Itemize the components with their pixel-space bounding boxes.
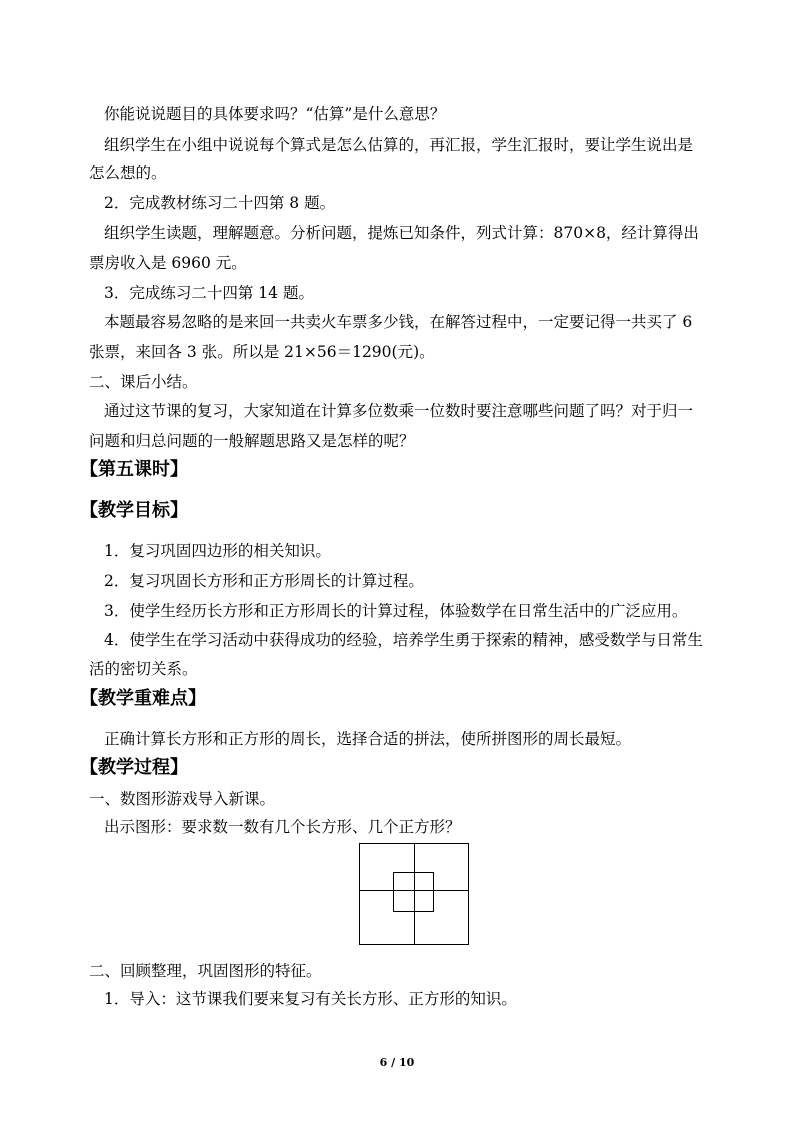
goals-heading: 【教学目标】 [80,500,188,521]
goal-item: 2．复习巩固长方形和正方形周长的计算过程。 [104,572,424,590]
section-heading: 二、回顾整理，巩固图形的特征。 [89,962,322,980]
section-heading: 二、课后小结。 [89,373,198,391]
page-number: 6 / 10 [379,1056,415,1069]
paragraph-line: 组织学生在小组中说说每个算式是怎么估算的，再汇报，学生汇报时，要让学生说出是 [104,136,694,154]
paragraph-line: 正确计算长方形和正方形的周长，选择合适的拼法，使所拼图形的周长最短。 [104,730,632,748]
paragraph-line: 出示图形：要求数一数有几个长方形、几个正方形？ [104,818,461,836]
goal-item: 3．使学生经历长方形和正方形周长的计算过程，体验数学在日常生活中的广泛应用。 [104,602,688,620]
paragraph-line: 张票，来回各 3 张。所以是 21×56＝1290(元)。 [89,343,435,361]
lesson-heading: 【第五课时】 [80,459,188,480]
paragraph-line: 组织学生读题，理解题意。分析问题，提炼已知条件，列式计算：870×8，经计算得出 [104,224,699,242]
paragraph-line: 票房收入是 6960 元。 [89,254,247,272]
figure-inner-square [393,872,434,912]
paragraph-line: 通过这节课的复习，大家知道在计算多位数乘一位数时要注意哪些问题了吗？对于归一 [104,402,694,420]
goal-item: 4．使学生在学习活动中获得成功的经验，培养学生勇于探索的精神，感受数学与日常生 [104,631,703,649]
paragraph-line: 你能说说题目的具体要求吗？“估算”是什么意思？ [104,105,446,123]
section-heading: 一、数图形游戏导入新课。 [89,790,276,808]
paragraph-line: 问题和归总问题的一般解题思路又是怎样的呢？ [89,432,415,450]
paragraph-line: 本题最容易忽略的是来回一共卖火车票多少钱，在解答过程中，一定要记得一共买了 6 [104,313,693,331]
paragraph-line: 3．完成练习二十四第 14 题。 [104,284,314,302]
paragraph-line: 1．导入：这节课我们要来复习有关长方形、正方形的知识。 [104,990,517,1008]
paragraph-line: 怎么想的。 [89,164,167,182]
goal-item: 1．复习巩固四边形的相关知识。 [104,542,331,560]
goal-item: 活的密切关系。 [89,660,198,678]
rectangle-figure [359,843,469,945]
paragraph-line: 2．完成教材练习二十四第 8 题。 [104,194,336,212]
key-points-heading: 【教学重难点】 [80,688,206,709]
process-heading: 【教学过程】 [80,757,188,778]
